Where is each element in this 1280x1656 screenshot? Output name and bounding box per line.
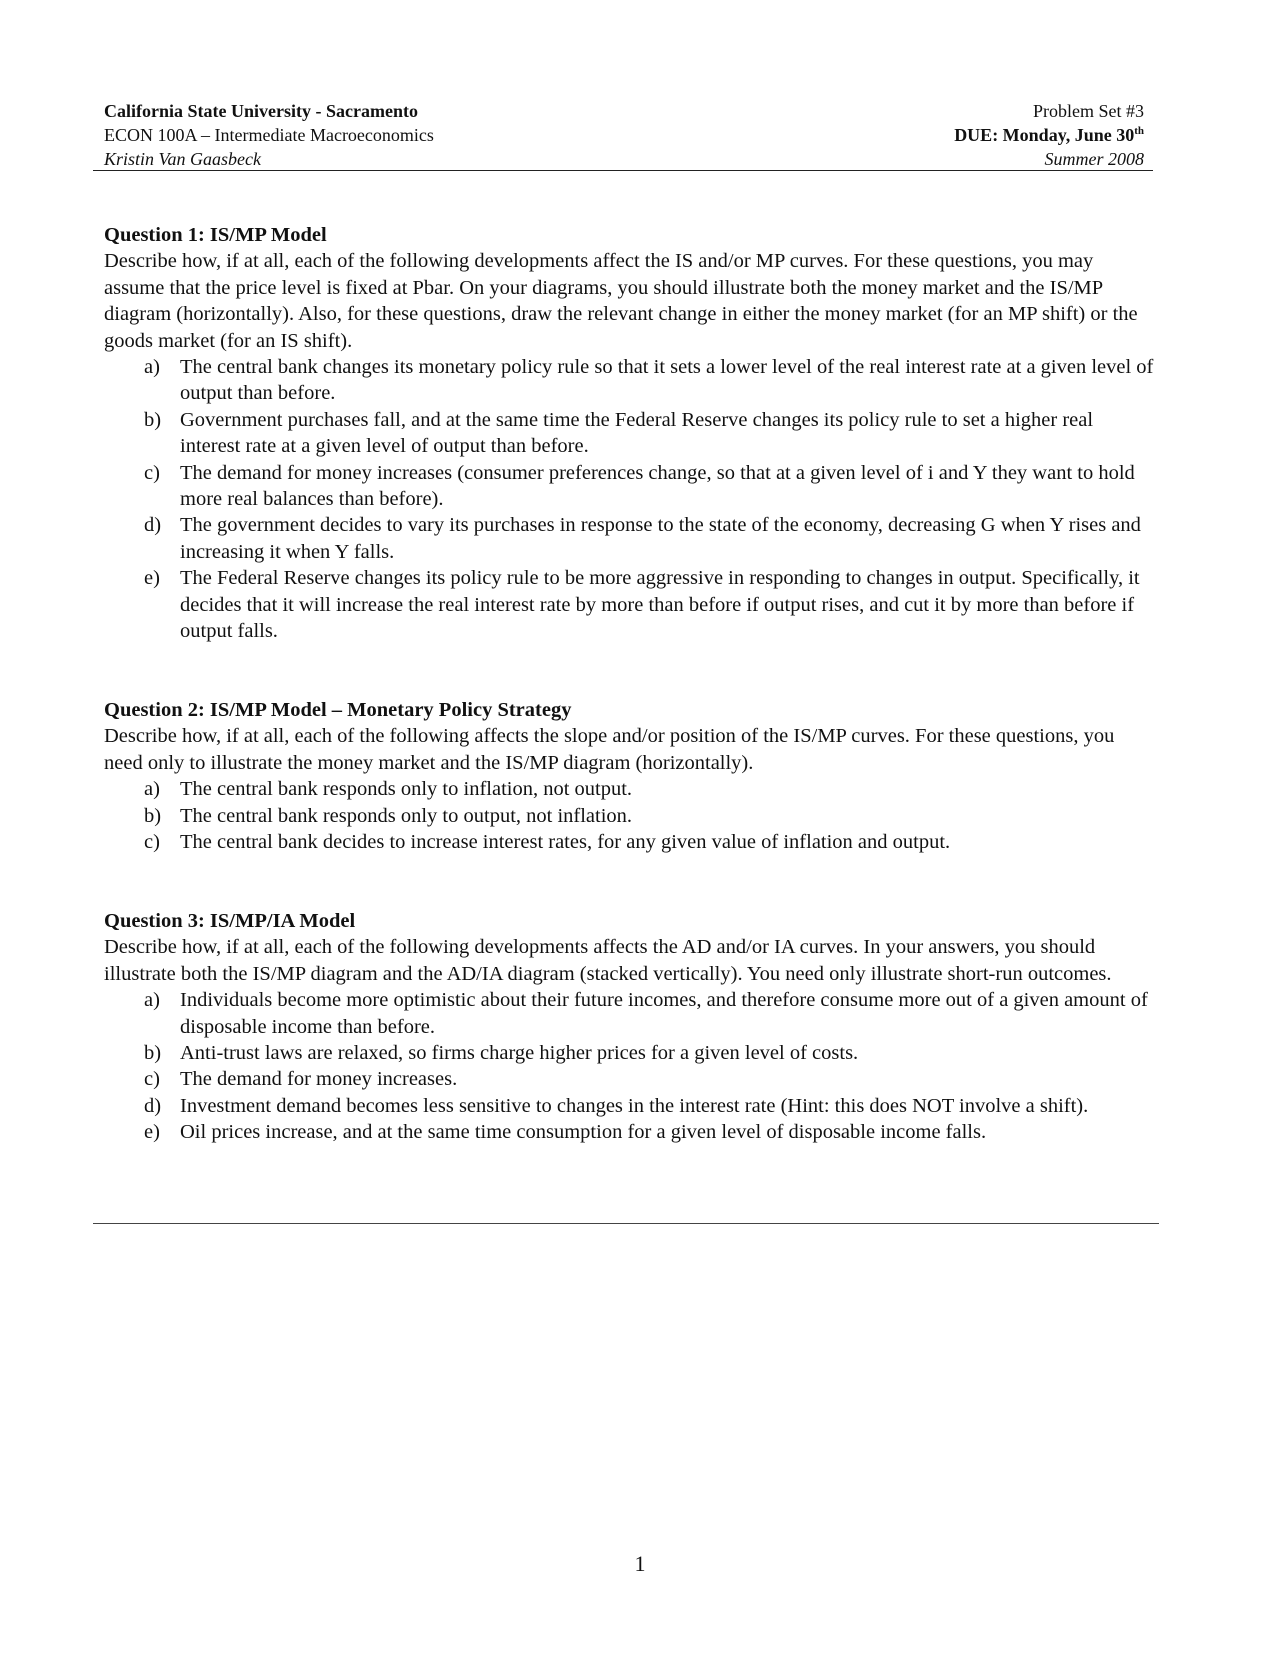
header-row-3 [104, 147, 1144, 171]
list-item [104, 565, 1154, 644]
item-marker: e) [144, 567, 160, 590]
header-divider [93, 170, 1153, 171]
question-3 [104, 908, 1154, 1146]
header-row-2 [104, 123, 1144, 147]
question-description: Describe how, if at all, each of the following affects the slope and/or position of the IS/MP curves. For these questions, you need only to illustrate the money market and the IS/MP diagram (horizontally). [104, 725, 1115, 774]
question-items [104, 987, 1154, 1145]
item-text: The central bank changes its monetary policy rule so that it sets a lower level of the real interest rate at a given level of output than before. [180, 356, 1154, 405]
list-item [104, 407, 1154, 460]
item-text: The Federal Reserve changes its policy rule to be more aggressive in responding to changes in output. Specifically, it decides that it will increase the real interest rate by more than before if output rises, and cut it by more than before if output falls. [180, 567, 1140, 643]
question-description: Describe how, if at all, each of the following developments affects the AD and/or IA curves. In your answers, you should illustrate both the IS/MP diagram and the AD/IA diagram (stacked vertically). You need only illustrate short-run outcomes. [104, 936, 1112, 985]
item-text: The central bank responds only to output, not inflation. [180, 804, 633, 827]
term-label: Summer 2008 [1044, 149, 1144, 169]
item-marker: b) [144, 804, 162, 827]
course-title: ECON 100A – Intermediate Macroeconomics [104, 125, 434, 145]
item-text: The central bank responds only to inflation, not output. [180, 778, 633, 801]
question-title: Question 1: IS/MP Model [104, 224, 327, 246]
question-description: Describe how, if at all, each of the following developments affect the IS and/or MP curves. For these questions, you may assume that the price level is fixed at Pbar. On your diagrams, you should illustrate both the money market and the IS/MP diagram (horizontally). Also, for these questions, draw the relevant change in either the money market (for an MP shift) or the goods market (for an IS shift). [104, 250, 1138, 352]
item-marker: d) [144, 1094, 162, 1117]
list-item [104, 776, 1154, 802]
header-row-1 [104, 99, 1144, 123]
due-date [954, 123, 1144, 147]
list-item [104, 512, 1154, 565]
item-marker: e) [144, 1121, 160, 1144]
item-text: The demand for money increases (consumer preferences change, so that at a given level of i and Y they want to hold more real balances than before). [180, 461, 1135, 511]
item-marker: c) [144, 461, 160, 484]
item-marker: b) [144, 408, 162, 431]
item-text: Oil prices increase, and at the same time consumption for a given level of disposable income falls. [180, 1121, 987, 1144]
item-marker: b) [144, 1042, 162, 1065]
university-name: California State University - Sacramento [104, 101, 418, 121]
item-text: Investment demand becomes less sensitive to changes in the interest rate (Hint: this does NOT involve a shift). [180, 1094, 1089, 1117]
due-date-text: DUE: Monday, June 30 [954, 125, 1135, 145]
question-2 [104, 697, 1154, 855]
item-marker: c) [144, 1068, 160, 1091]
item-text: The government decides to vary its purchases in response to the state of the economy, decreasing G when Y rises and increasing it when Y falls. [180, 514, 1141, 563]
page-number: 1 [634, 1551, 646, 1576]
list-item [104, 1119, 1154, 1145]
item-text: The demand for money increases. [180, 1068, 458, 1091]
item-marker: c) [144, 831, 160, 854]
question-1 [104, 222, 1154, 645]
problem-set-label: Problem Set #3 [1033, 101, 1144, 121]
list-item [104, 1040, 1154, 1066]
item-marker: a) [144, 989, 160, 1012]
due-date-suffix: th [1134, 125, 1144, 137]
question-title: Question 3: IS/MP/IA Model [104, 910, 356, 932]
list-item [104, 987, 1154, 1040]
bottom-divider [93, 1223, 1159, 1224]
question-items [104, 354, 1154, 644]
document-header [104, 99, 1144, 171]
list-item [104, 1066, 1154, 1092]
list-item [104, 803, 1154, 829]
question-title: Question 2: IS/MP Model – Monetary Policy Strategy [104, 699, 572, 721]
item-marker: a) [144, 778, 160, 801]
list-item [104, 460, 1154, 513]
item-text: Anti-trust laws are relaxed, so firms charge higher prices for a given level of costs. [180, 1042, 859, 1065]
question-items [104, 776, 1154, 855]
item-text: The central bank decides to increase interest rates, for any given value of inflation and output. [180, 831, 951, 854]
list-item [104, 1093, 1154, 1119]
item-text: Individuals become more optimistic about their future incomes, and therefore consume more out of a given amount of disposable income than before. [180, 989, 1148, 1038]
item-text: Government purchases fall, and at the same time the Federal Reserve changes its policy rule to set a higher real interest rate at a given level of output than before. [180, 408, 1094, 458]
instructor-name: Kristin Van Gaasbeck [104, 149, 261, 169]
item-marker: d) [144, 514, 162, 537]
item-marker: a) [144, 356, 160, 379]
list-item [104, 354, 1154, 407]
list-item [104, 829, 1154, 855]
